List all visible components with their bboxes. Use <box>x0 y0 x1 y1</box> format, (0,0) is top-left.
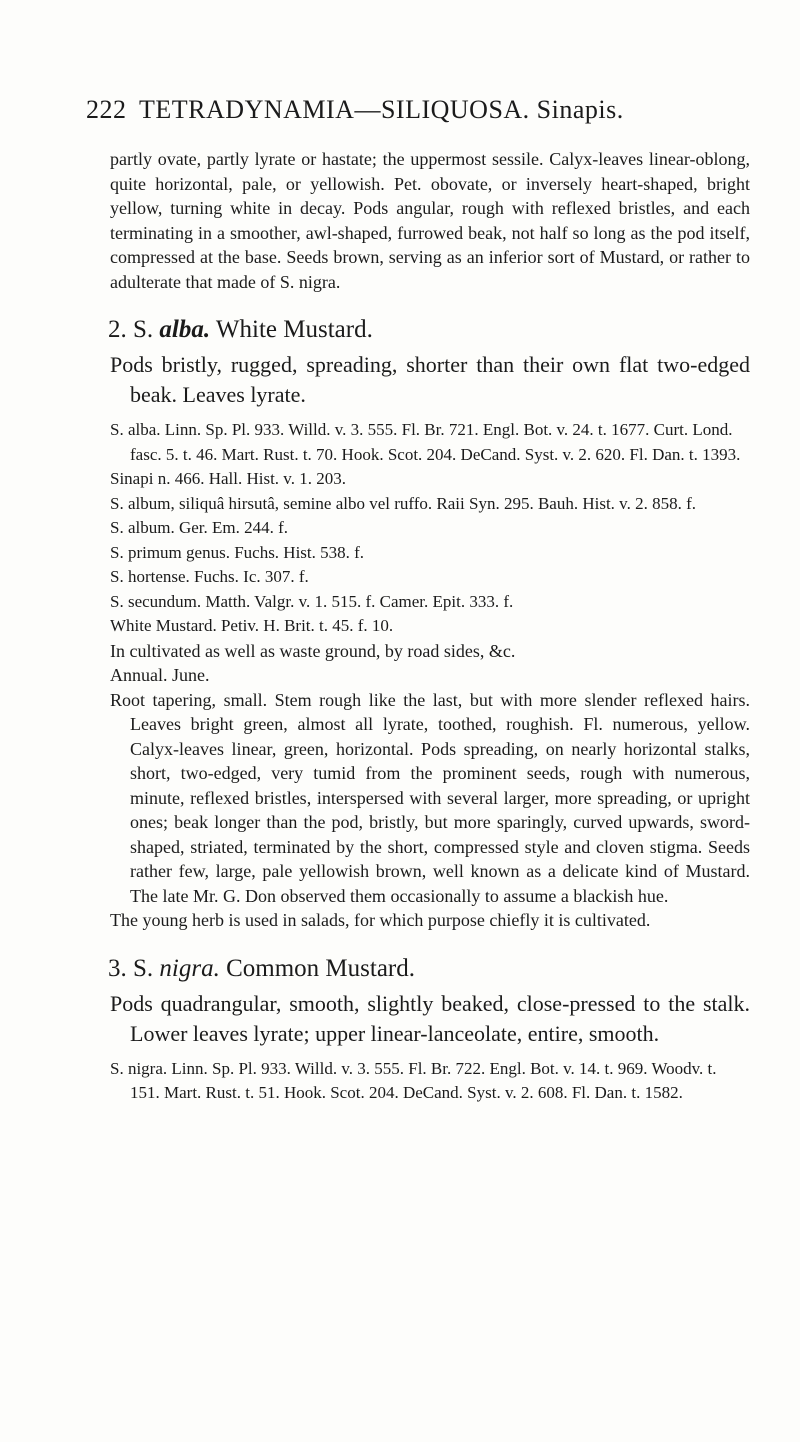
genus-abbr: S. <box>133 316 154 343</box>
description: Root tapering, small. Stem rough like the last, but with more slender reflexed hairs. Leaves bright green, almost all lyrate, toothed, roughish. Fl. numerous, yellow. Calyx-leaves linear, green, horizontal. Pods spreading, on nearly horizontal stalks, short, two-edged, very tumid from the prominent seeds, rough with numerous, minute, reflexed bristles, interspersed with several larger, more spreading, or upright ones; beak longer than the pod, bristly, but more sparingly, curved upwards, sword-shaped, striated, terminated by the short, compressed style and cloven stigma. Seeds rather few, large, pale yellowish brown, well known as a delicate kind of Mustard. The late Mr. G. Don observed them occasionally to assume a blackish hue. <box>110 689 750 906</box>
habitat: In cultivated as well as waste ground, by road sides, &c. <box>110 640 516 661</box>
species-heading-alba <box>108 316 750 344</box>
intro-paragraph: partly ovate, partly lyrate or hastate; the uppermost sessile. Calyx-leaves linear-oblong, quite horizontal, pale, or yellowish. Pet. obovate, or inversely heart-shaped, bright yellow, turning white in decay. Pods angular, rough with reflexed bristles, and each terminating in a smoother, awl-shaped, furrowed beak, not half so long as the pod itself, compressed at the base. Seeds brown, serving as an inferior sort of Mustard, or rather to adulterate that made of S. nigra. <box>110 149 750 292</box>
synonym-entry: S. album, siliquâ hirsutâ, semine albo vel ruffo. Raii Syn. 295. Bauh. Hist. v. 2. 858. f. <box>110 493 696 513</box>
species-heading-nigra <box>108 955 750 983</box>
duration: Annual. June. <box>110 665 210 685</box>
synonym-entry: S. alba. Linn. Sp. Pl. 933. Willd. v. 3. 555. Fl. Br. 721. Engl. Bot. v. 24. t. 1677. Curt. Lond. fasc. 5. t. 46. Mart. Rust. t. 70. Hook. Scot. 204. DeCand. Syst. v. 2. 620. Fl. Dan. t. 1393. <box>110 420 741 464</box>
synonym-entry: S. hortense. Fuchs. Ic. 307. f. <box>110 567 309 586</box>
common-name: Common Mustard. <box>226 954 415 982</box>
species-number: 2. <box>108 316 127 343</box>
synonym-entry: S. primum genus. Fuchs. Hist. 538. f. <box>110 542 365 562</box>
page <box>86 95 750 1106</box>
synonym-entry: S. album. Ger. Em. 244. f. <box>110 518 289 537</box>
running-head <box>86 95 750 125</box>
synonym-entry: White Mustard. Petiv. H. Brit. t. 45. f. 10. <box>110 616 394 635</box>
common-name: White Mustard. <box>215 316 373 343</box>
synonym-entry: S. secundum. Matth. Valgr. v. 1. 515. f. Camer. Epit. 333. f. <box>110 591 514 611</box>
synonymy-nigra <box>110 1057 750 1106</box>
account-alba <box>110 639 750 933</box>
species-epithet: alba. <box>159 316 211 343</box>
species-number: 3. <box>108 954 127 982</box>
synonym-entry: S. nigra. Linn. Sp. Pl. 933. Willd. v. 3. 555. Fl. Br. 722. Engl. Bot. v. 14. t. 969. Woodv. t. 151. Mart. Rust. t. 51. Hook. Scot. 204. DeCand. Syst. v. 2. 608. Fl. Dan. t. 1582. <box>110 1058 717 1102</box>
species-epithet: nigra. <box>159 954 220 982</box>
uses: The young herb is used in salads, for which purpose chiefly it is cultivated. <box>110 910 651 930</box>
synonymy-alba <box>110 418 750 639</box>
genus-abbr: S. <box>133 954 154 982</box>
synonym-entry: Sinapi n. 466. Hall. Hist. v. 1. 203. <box>110 469 346 488</box>
diagnosis-alba: Pods bristly, rugged, spreading, shorter than their own flat two-edged beak. Leaves lyrate. <box>110 352 750 407</box>
running-title: TETRADYNAMIA—SILIQUOSA. Sinapis. <box>139 95 624 124</box>
page-number: 222 <box>86 95 127 124</box>
diagnosis-nigra: Pods quadrangular, smooth, slightly beaked, close-pressed to the stalk. Lower leaves lyrate; upper linear-lanceolate, entire, smooth. <box>110 990 750 1046</box>
